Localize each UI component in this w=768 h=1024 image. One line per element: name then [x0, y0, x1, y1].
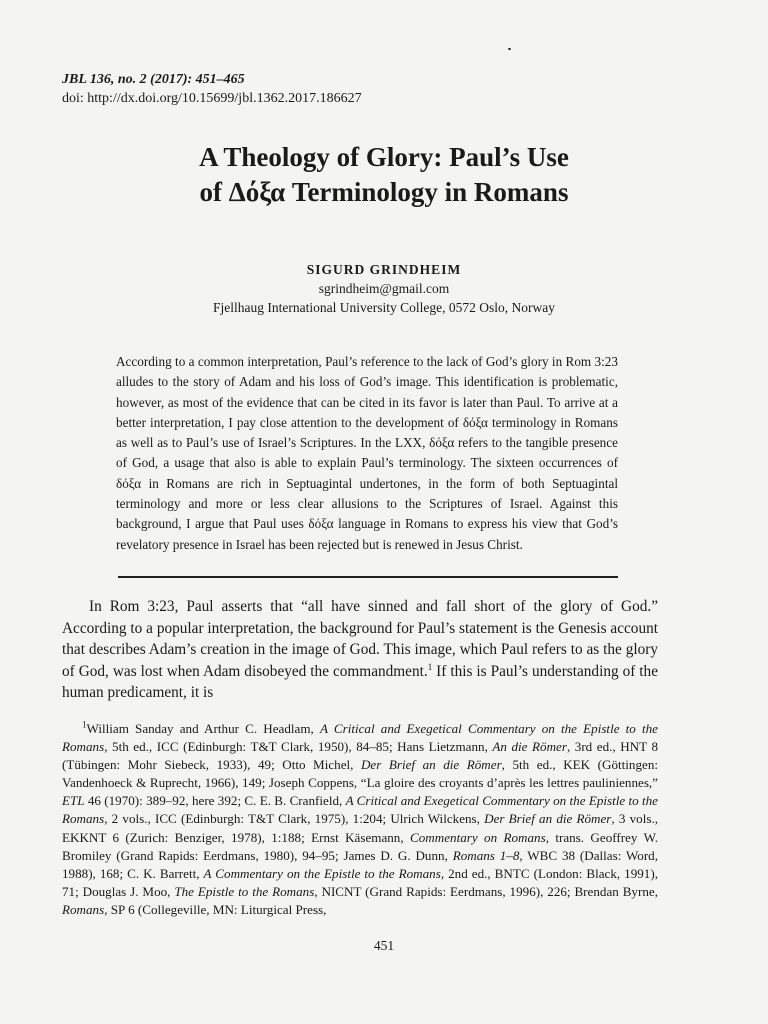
journal-header — [62, 70, 362, 108]
footnote-text-segment: , 2nd ed., BNTC (London: Black, 1991), 71; Douglas J. Moo, — [62, 865, 658, 899]
scan-speck — [508, 48, 511, 50]
author-email[interactable]: sgrindheim@gmail.com — [318, 281, 450, 296]
abstract: According to a common interpretation, Paul’s reference to the lack of God’s glory in Rom 3:23 alludes to the story of Adam and his loss of God’s image. This identification is problematic, however, as most of the evidence that can be cited in its favor is later than Paul. To arrive at a better interpretation, I pay close attention to the development of δόξα terminology in Romans as well as to Paul’s use of Israel’s Scriptures. In the LXX, δόξα refers to the tangible presence of God, a usage that also is able to explain Paul’s terminology. The sixteen occurrences of δόξα in Romans are rich in Septuagintal undertones, in the form of both Septuagintal terminology and more or less clear allusions to the Scriptures of Israel. Against this background, I argue that Paul uses δόξα language in Romans to express his view that God’s revelatory presence in Israel has been rejected but is renewed in Jesus Christ. — [116, 354, 618, 552]
article-title-line-1: A Theology of Glory: Paul’s Use — [199, 142, 569, 172]
body-text-after-note: If this is Paul’s understanding of the human predicament, it is — [62, 662, 658, 701]
footnote-title-segment: The Epistle to the Romans — [174, 883, 315, 899]
footnote-title-segment: An die Römer — [492, 739, 567, 755]
author-name: SIGURD GRINDHEIM — [306, 262, 462, 277]
footnote-title-segment: A Critical and Exegetical Commentary on the Epistle to the Romans — [62, 793, 658, 827]
footnote-title-segment: Der Brief an die Römer — [360, 757, 502, 773]
footnote-marker: 1 — [82, 719, 87, 730]
doi-link[interactable]: doi: http://dx.doi.org/10.15699/jbl.1362.2017.186627 — [62, 91, 362, 106]
article-title — [0, 140, 768, 210]
body-paragraph — [62, 596, 658, 704]
footnote-text-segment: , trans. Geoffrey W. Bromiley (Grand Rapids: Eerdmans, 1980), 94–95; James D. G. Dunn, — [62, 829, 659, 863]
footnote-text-segment: , 5th ed., ICC (Edinburgh: T&T Clark, 1950), 84–85; Hans Lietzmann, — [104, 739, 493, 755]
footnote — [62, 720, 658, 919]
section-divider — [118, 576, 618, 578]
journal-reference: JBL 136, no. 2 (2017): 451–465 — [62, 72, 245, 87]
footnote-text-segment: , 3rd ed., HNT 8 (Tübingen: Mohr Siebeck, 1933), 49; Otto Michel, — [62, 739, 658, 773]
footnote-title-segment: Der Brief an die Römer — [484, 811, 612, 827]
page-number: 451 — [373, 938, 395, 953]
footnote-text-segment: 46 (1970): 389–92, here 392; C. E. B. Cranfield, — [84, 793, 346, 809]
footnote-text-segment: , SP 6 (Collegeville, MN: Liturgical Press, — [104, 901, 327, 917]
author-affiliation: Fjellhaug International University College, 0572 Oslo, Norway — [213, 300, 555, 315]
footnote-title-segment: A Critical and Exegetical Commentary on the Epistle to the Romans — [62, 721, 658, 755]
footnote-text-segment: , 2 vols., ICC (Edinburgh: T&T Clark, 1975), 1:204; Ulrich Wilckens, — [104, 811, 485, 827]
footnote-text-segment: , 3 vols., EKKNT 6 (Zurich: Benziger, 1978), 1:188; Ernst Käsemann, — [62, 811, 658, 845]
footnote-title-segment: ETL — [62, 793, 85, 809]
article-title-line-2: of Δόξα Terminology in Romans — [199, 177, 569, 207]
footnote-title-segment: A Commentary on the Epistle to the Romans — [203, 865, 441, 881]
body-text-before-note: In Rom 3:23, Paul asserts that “all have sinned and fall short of the glory of God.” According to a popular interpretation, the background for Paul’s statement is the Genesis account that describes Adam’s creation in the image of God. This image, which Paul refers to as the glory of God, was lost when Adam disobeyed the commandment. — [62, 598, 658, 680]
footnote-title-segment: Romans 1–8 — [452, 847, 520, 863]
footnote-text-segment: , 5th ed., KEK (Göttingen: Vandenhoeck & Ruprecht, 1966), 149; Joseph Coppens, “La gloire des croyants d’après les lettres pauliniennes,” — [62, 757, 659, 791]
footnote-reference[interactable]: 1 — [427, 661, 433, 672]
footnote-title-segment: Romans — [62, 901, 105, 917]
author-block — [0, 260, 768, 317]
footnote-text-segment: William Sanday and Arthur C. Headlam, — [86, 721, 320, 736]
footnote-text-segment: , WBC 38 (Dallas: Word, 1988), 168; C. K. Barrett, — [62, 847, 658, 881]
footnote-title-segment: Commentary on Romans — [410, 829, 546, 845]
footnote-text-segment: , NICNT (Grand Rapids: Eerdmans, 1996), 226; Brendan Byrne, — [314, 883, 658, 899]
